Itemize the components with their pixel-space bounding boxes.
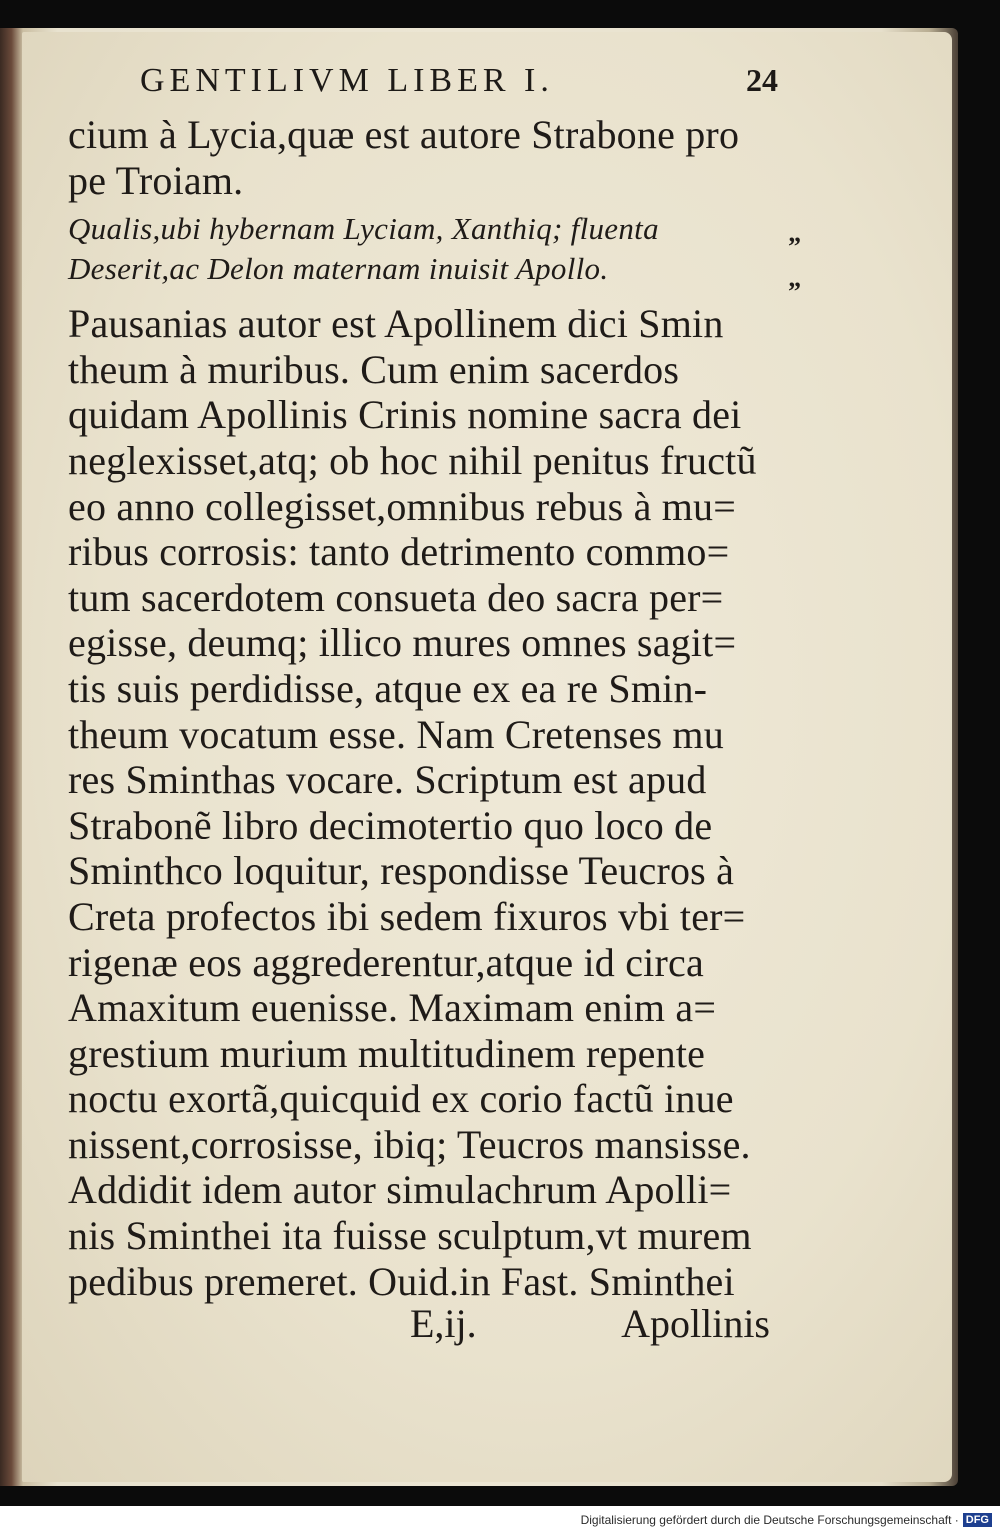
text-line: tis suis perdidisse, atque ex ea re Smin-: [68, 665, 708, 711]
text-line: theum à muribus. Cum enim sacerdos: [68, 346, 680, 392]
verse-quote-line: Deserit,ac Delon maternam inuisit Apollo.: [68, 251, 609, 287]
text-line: Pausanias autor est Apollinem dici Smin: [68, 301, 724, 347]
text-line: quidam Apollinis Crinis nomine sacra dei: [68, 392, 742, 438]
digitization-footer: [0, 1506, 1000, 1533]
quote-mark: ”: [788, 232, 801, 261]
text-line: nis Sminthei ita fuisse sculptum,vt murem: [68, 1213, 752, 1259]
text-line: Strabonẽ libro decimotertio quo loco de: [68, 802, 713, 848]
text-line: neglexisset,atq; ob hoc nihil penitus fructũ: [68, 437, 757, 483]
text-line: grestium murium multitudinem repente: [68, 1030, 706, 1076]
text-line: pe Troiam.: [68, 157, 244, 203]
folio-number: 24: [746, 62, 778, 98]
signature-mark: E,ij.: [410, 1301, 477, 1346]
footer-credit: Digitalisierung gefördert durch die Deutsche Forschungsgemeinschaft ·: [580, 1512, 959, 1527]
verse-quote-line: Qualis,ubi hybernam Lyciam, Xanthiq; fluenta: [68, 211, 659, 247]
text-line: theum vocatum esse. Nam Cretenses mu: [68, 711, 724, 757]
text-line: Creta profectos ibi sedem fixuros vbi ter=: [68, 893, 746, 939]
text-line: noctu exortã,quicquid ex corio factũ inue: [68, 1076, 734, 1122]
text-line: Sminthco loquitur, respondisse Teucros à: [68, 848, 735, 894]
dfg-logo-icon: DFG: [963, 1513, 992, 1527]
text-line: nissent,corrosisse, ibiq; Teucros mansisse.: [68, 1121, 751, 1167]
running-head-title: GENTILIVM LIBER I.: [140, 62, 554, 99]
body-text: [68, 112, 788, 1304]
catchword: Apollinis: [621, 1301, 770, 1346]
text-line: Amaxitum euenisse. Maximam enim a=: [68, 985, 717, 1031]
text-line: pedibus premeret. Ouid.in Fast. Sminthei: [68, 1258, 735, 1304]
running-head: [140, 62, 780, 108]
text-line: eo anno collegisset,omnibus rebus à mu=: [68, 483, 737, 529]
quote-mark: ”: [788, 277, 801, 306]
text-line: cium à Lycia,quæ est autore Strabone pro: [68, 112, 740, 157]
signature-line: [410, 1300, 770, 1347]
text-line: rigenæ eos aggrederentur,atque id circa: [68, 939, 704, 985]
text-line: egisse, deumq; illico mures omnes sagit=: [68, 620, 737, 666]
text-line: ribus corrosis: tanto detrimento commo=: [68, 529, 730, 575]
text-line: Addidit idem autor simulachrum Apolli=: [68, 1167, 732, 1213]
text-line: res Sminthas vocare. Scriptum est apud: [68, 757, 707, 803]
text-line: tum sacerdotem consueta deo sacra per=: [68, 574, 724, 620]
